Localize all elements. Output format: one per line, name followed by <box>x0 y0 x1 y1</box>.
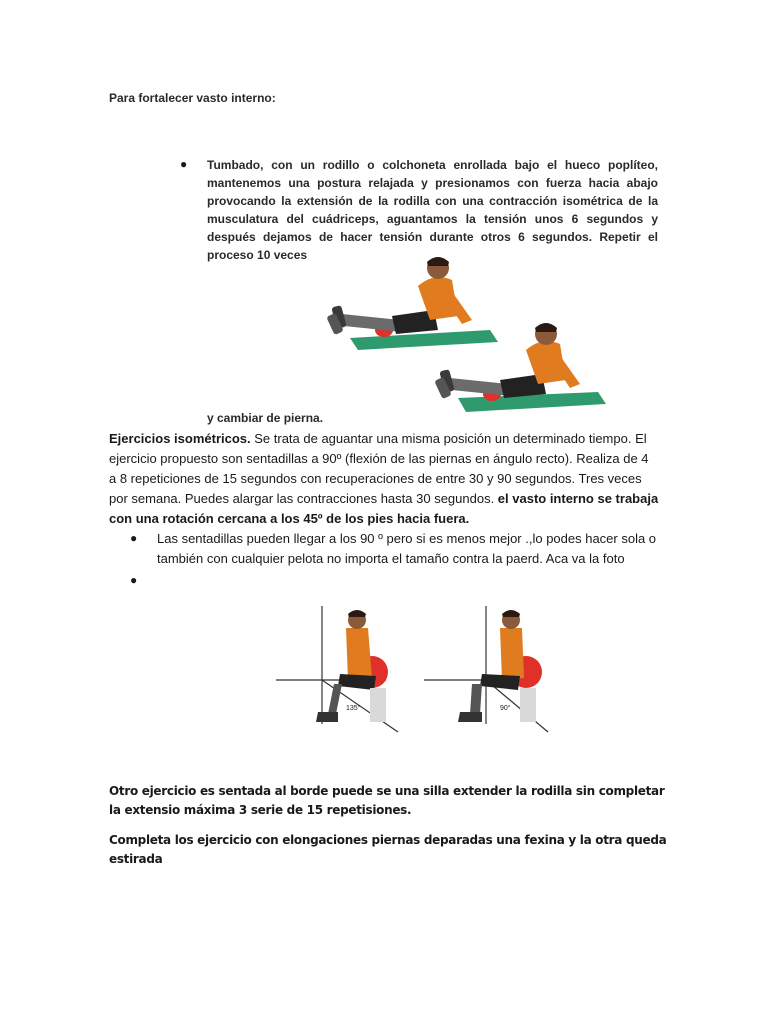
quad-set-illustration <box>322 250 612 420</box>
bullet-dot-icon: ● <box>130 531 138 545</box>
bullet-dot-icon: ● <box>180 157 188 171</box>
completa-text: Completa los ejercicio con elongaciones piernas deparadas una fexina y la otra queda estirada <box>109 833 667 866</box>
bullet-continuation: y cambiar de pierna. <box>207 411 324 425</box>
paragraph-lead: Ejercicios isométricos. <box>109 431 251 446</box>
wall-squat-left <box>276 606 398 732</box>
otro-ejercicio-text: Otro ejercicio es sentada al borde puede se una silla extender la rodilla sin completar la extensio máxima 3 serie de 15 repetisiones. <box>109 784 665 817</box>
angle-label-right: 90° <box>500 705 511 712</box>
paragraph-body: Se trata de aguantar una misma posición un determinado tiempo. El ejercicio propuesto son sentadillas a 90º (flexión de las piernas en ángulo recto). Realiza de 4 a 8 repeticiones de 15 segundos con recuperaciones de entre 30 y 90 segundos. Tres veces por semana. Puedes alargar las contracciones hasta 30 segundos. <box>109 431 649 506</box>
paragraph-emphasis: el vasto interno se trabaja con una rotación cercana a los 45º de los pies hacia fuera. <box>109 491 659 526</box>
bullet-item-2: Las sentadillas pueden llegar a los 90 º pero si es menos mejor .,lo podes hacer sola o también con cualquier pelota no importa el tamaño contra la paerd. Aca va la foto <box>157 531 657 566</box>
isometric-paragraph <box>109 429 659 529</box>
bullet-dot-icon: ● <box>130 573 138 587</box>
section-heading: Para fortalecer vasto interno: <box>109 91 276 105</box>
angle-label-left: 135° <box>346 705 361 712</box>
figure-top <box>326 257 498 350</box>
bullet-item-1: Tumbado, con un rodillo o colchoneta enrollada bajo el hueco poplíteo, mantenemos una postura relajada y presionamos con fuerza hacia abajo provocando la extensión de la rodilla con una contracción isométrica de la musculatura del cuádriceps, aguantamos la tensión unos 6 segundos y después dejamos de hacer tensión durante otros 6 segundos. Repetir el proceso 10 veces <box>207 158 658 262</box>
wall-squat-right <box>424 606 548 732</box>
wall-squat-illustration <box>276 606 552 736</box>
